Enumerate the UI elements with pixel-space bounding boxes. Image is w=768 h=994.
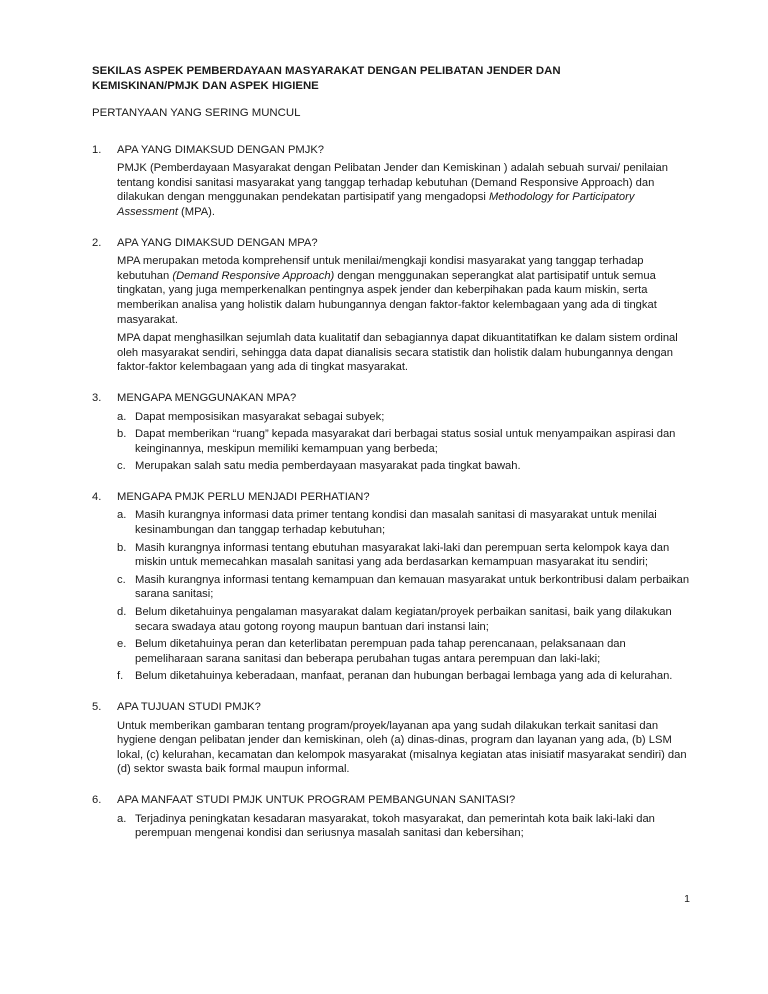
question-6 (92, 793, 692, 841)
list-item-letter: a. (117, 812, 127, 825)
answer-paragraph (117, 161, 692, 219)
list-item (117, 459, 692, 474)
answer-text: dengan menggunakan seperangkat alat partisipatif untuk semua tingkatan, yang juga memperkenalkan pentingnya aspek jender dan keberpihakan pada kaum miskin, serta memberikan analisa yang holistik dalam hubungannya dengan faktor-faktor kelembagaan yang ada di tingkat masyarakat. (117, 269, 657, 326)
list-item (117, 410, 692, 425)
list-item-text: Dapat memberikan “ruang” kepada masyarakat dari berbagai status sosial untuk menyampaikan aspirasi dan keinginannya, meskipun memiliki kemampuan yang berbeda; (135, 428, 676, 455)
title-line-1: SEKILAS ASPEK PEMBERDAYAAN MASYARAKAT DENGAN PELIBATAN JENDER DAN (92, 65, 561, 77)
question-heading: APA TUJUAN STUDI PMJK? (117, 701, 261, 713)
question-2 (92, 236, 692, 375)
list-item-letter: d. (117, 606, 127, 619)
answer-paragraph (117, 254, 692, 327)
list-item-letter: c. (117, 573, 126, 586)
list-item-text: Masih kurangnya informasi data primer tentang kondisi dan masalah sanitasi di masyarakat untuk menilai kesinambungan dan tanggap terhadap kebutuhan; (135, 509, 657, 537)
question-number: 5. (92, 701, 102, 713)
document-page (92, 64, 692, 857)
question-number: 1. (92, 143, 102, 156)
list-item-letter: b. (117, 541, 127, 554)
answer-text: PMJK (Pemberdayaan Masyarakat dengan Pelibatan Jender dan Kemiskinan ) adalah sebuah survai/ penilaian tentang kondisi sanitasi masyarakat yang tanggap terhadap kebutuhan (Demand Responsive Approach) dan dilakukan dengan menggunakan pendekatan partisipatif yang mengadopsi (117, 162, 669, 204)
list-item (117, 812, 692, 841)
question-number: 3. (92, 391, 102, 404)
list-item-letter: f. (117, 670, 124, 683)
answer-paragraph: Untuk memberikan gambaran tentang program/proyek/layanan apa yang sudah dilakukan terkait sanitasi dan hygiene dengan pelibatan jender dan kemiskinan, oleh (a) dinas-dinas, program dan layanan yang ada, (b) LSM lokal, (c) kelurahan, kecamatan dan kelompok masyarakat (misalnya kegiatan atas inisiatif masyarakat sendiri) dan (d) sektor swasta baik formal maupun informal. (117, 719, 687, 776)
answer-text: MPA merupakan metoda komprehensif untuk menilai/mengkaji kondisi masyarakat yang tanggap terhadap kebutuhan (117, 255, 644, 282)
list-item (117, 669, 692, 684)
list-item-text: Dapat memposisikan masyarakat sebagai subyek; (135, 410, 385, 423)
list-item (117, 427, 692, 456)
answer-paragraph: MPA dapat menghasilkan sejumlah data kualitatif dan sebagiannya dapat dikuantitatifkan ke dalam sistem ordinal oleh masyarakat sendiri, sehingga data dapat dianalisis secara statistik dan holistik dalam hubungannya dengan faktor-faktor kelembagaan yang ada di tingkat masyarakat. (117, 332, 678, 374)
question-heading: APA YANG DIMAKSUD DENGAN MPA? (117, 236, 318, 249)
list-item (117, 605, 692, 634)
question-heading: APA YANG DIMAKSUD DENGAN PMJK? (117, 143, 325, 156)
list-item-letter: e. (117, 638, 127, 651)
question-5 (92, 700, 692, 777)
list-item-text: Belum diketahuinya keberadaan, manfaat, peranan dan hubungan berbagai lembaga yang ada di kelurahan. (135, 670, 673, 683)
answer-emphasis: (Demand Responsive Approach) (172, 269, 335, 282)
list-item-letter: c. (117, 460, 126, 473)
title-line-2: KEMISKINAN/PMJK DAN ASPEK HIGIENE (92, 80, 319, 92)
list-item-text: Belum diketahuinya peran dan keterlibatan perempuan pada tahap perencanaan, pelaksanaan dan pemeliharaan sarana sanitasi dan beberapa perubahan tugas antara perempuan dan laki-laki; (135, 638, 626, 665)
answer-text: (MPA). (177, 205, 216, 218)
list-item-letter: a. (117, 509, 127, 522)
list-item-text: Terjadinya peningkatan kesadaran masyarakat, tokoh masyarakat, dan pemerintah kota baik laki-laki dan perempuan mengenai kondisi dan seriusnya masalah sanitasi dan kebersihan; (135, 812, 655, 840)
question-heading: MENGAPA PMJK PERLU MENJADI PERHATIAN? (117, 490, 370, 503)
list-item-letter: a. (117, 410, 127, 423)
question-number: 4. (92, 490, 102, 503)
question-heading: APA MANFAAT STUDI PMJK UNTUK PROGRAM PEMBANGUNAN SANITASI? (117, 793, 516, 806)
list-item (117, 637, 692, 666)
question-heading: MENGAPA MENGGUNAKAN MPA? (117, 391, 297, 404)
question-3 (92, 391, 692, 474)
list-item-text: Merupakan salah satu media pemberdayaan masyarakat pada tingkat bawah. (135, 460, 521, 473)
question-number: 6. (92, 793, 102, 806)
list-item (117, 573, 692, 602)
list-item (117, 541, 692, 570)
question-4 (92, 490, 692, 684)
list-item (117, 508, 692, 537)
answer-emphasis: Methodology for Participatory Assessment (117, 191, 635, 218)
list-item-text: Masih kurangnya informasi tentang ebutuhan masyarakat laki-laki dan perempuan serta kelompok kaya dan miskin untuk memecahkan masalah sanitasi yang ada berdasarkan kemampuan masyarakat itu sendiri; (135, 541, 670, 569)
list-item-text: Masih kurangnya informasi tentang kemampuan dan kemauan masyarakat untuk berkontribusi dalam perbaikan sarana sanitasi; (135, 573, 690, 601)
page-number: 1 (684, 893, 690, 905)
list-item-letter: b. (117, 428, 127, 441)
list-item-text: Belum diketahuinya pengalaman masyarakat dalam kegiatan/proyek perbaikan sanitasi, baik yang dilakukan secara swadaya atau gotong royong maupun bantuan dari instansi lain; (135, 606, 672, 633)
document-title (92, 64, 692, 94)
document-subtitle: PERTANYAAN YANG SERING MUNCUL (92, 107, 301, 119)
question-1 (92, 143, 692, 220)
question-number: 2. (92, 236, 102, 249)
